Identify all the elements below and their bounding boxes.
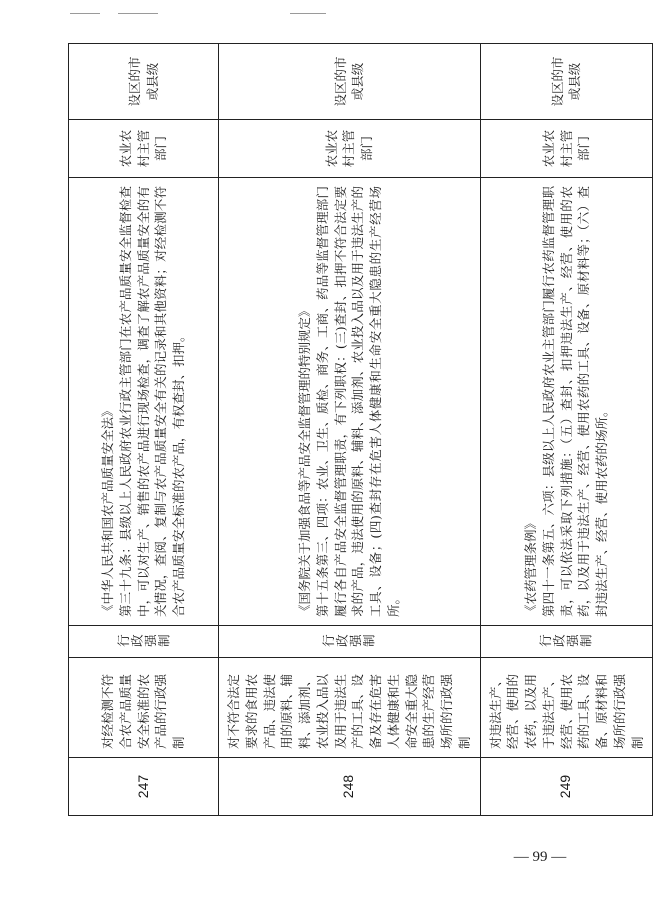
legal-basis	[219, 178, 481, 626]
administrative-level: 设区的市或县级	[69, 44, 219, 120]
law-text: 第四十一条第五、六项：县级以上人民政府农业主管部门履行农药监督管理职责，可以依法采取下列措施：（五）查封、扣押违法生产、经营、使用的农药，以及用于违法生产、经营、使用农药的工具、设备、原材料等；（六）查封违法生产、经营、使用农药的场所。	[540, 186, 609, 617]
item-name: 对违法生产、经营、使用的农药，以及用于违法生产、经营、使用农药的工具、设备、原材料和场所的行政强制	[480, 658, 653, 758]
row-number: 247	[69, 758, 219, 816]
legal-basis	[69, 178, 219, 626]
row-number: 249	[480, 758, 653, 816]
administrative-level: 设区的市或县级	[480, 44, 653, 120]
law-text: 第十五条第三、四项：农业、卫生、质检、商务、工商、药品等监督管理部门履行各自产品安全监督管理职责，有下列职权：(三)查封、扣押不符合法定要求的产品，违法使用的原料、辅料、添加剂、农业投入品以及用于违法生产的工具、设备；(四)查封存在危害人体健康和生命安全重大隐患的生产经营场所。	[314, 186, 401, 617]
scan-mark-mid	[118, 13, 158, 14]
law-title: 《国务院关于加强食品等产品安全监督管理的特别规定》	[297, 304, 312, 617]
item-category: 行政强制	[219, 626, 481, 658]
law-text: 第三十九条：县级以上人民政府农业行政主管部门在农产品质量安全监督检查中，可以对生产、销售的农产品进行现场检查，调查了解农产品质量安全的有关情况，查阅、复制与农产品质量安全有关的记录和其他资料；对经检测不符合农产品质量安全标准的农产品，有权查封、扣押。	[117, 186, 187, 617]
scan-mark-right	[290, 13, 326, 14]
law-title: 《农药管理条例》	[523, 516, 538, 617]
item-name: 对经检测不符合农产品质量安全标准的农产品的行政强制	[69, 658, 219, 758]
page-number: — 99 —	[513, 849, 567, 865]
enforcement-table	[68, 43, 653, 816]
table-row	[69, 44, 219, 816]
scan-mark-left	[70, 13, 100, 14]
table-row	[480, 44, 653, 816]
item-category: 行政强制	[480, 626, 653, 658]
table-row	[219, 44, 481, 816]
responsible-department: 农业农村主管部门	[69, 120, 219, 178]
item-name: 对不符合法定要求的食用农产品、违法使用的原料、辅料、添加剂、农业投入品以及用于违法生产的工具、设备及存在危害人体健康和生命安全重大隐患的生产经营场所的行政强制	[219, 658, 481, 758]
administrative-level: 设区的市或县级	[219, 44, 481, 120]
law-title: 《中华人民共和国农产品质量安全法》	[100, 404, 116, 617]
rotated-page-content	[68, 44, 645, 816]
responsible-department: 农业农村主管部门	[480, 120, 653, 178]
legal-basis	[480, 178, 653, 626]
responsible-department: 农业农村主管部门	[219, 120, 481, 178]
row-number: 248	[219, 758, 481, 816]
item-category: 行政强制	[69, 626, 219, 658]
